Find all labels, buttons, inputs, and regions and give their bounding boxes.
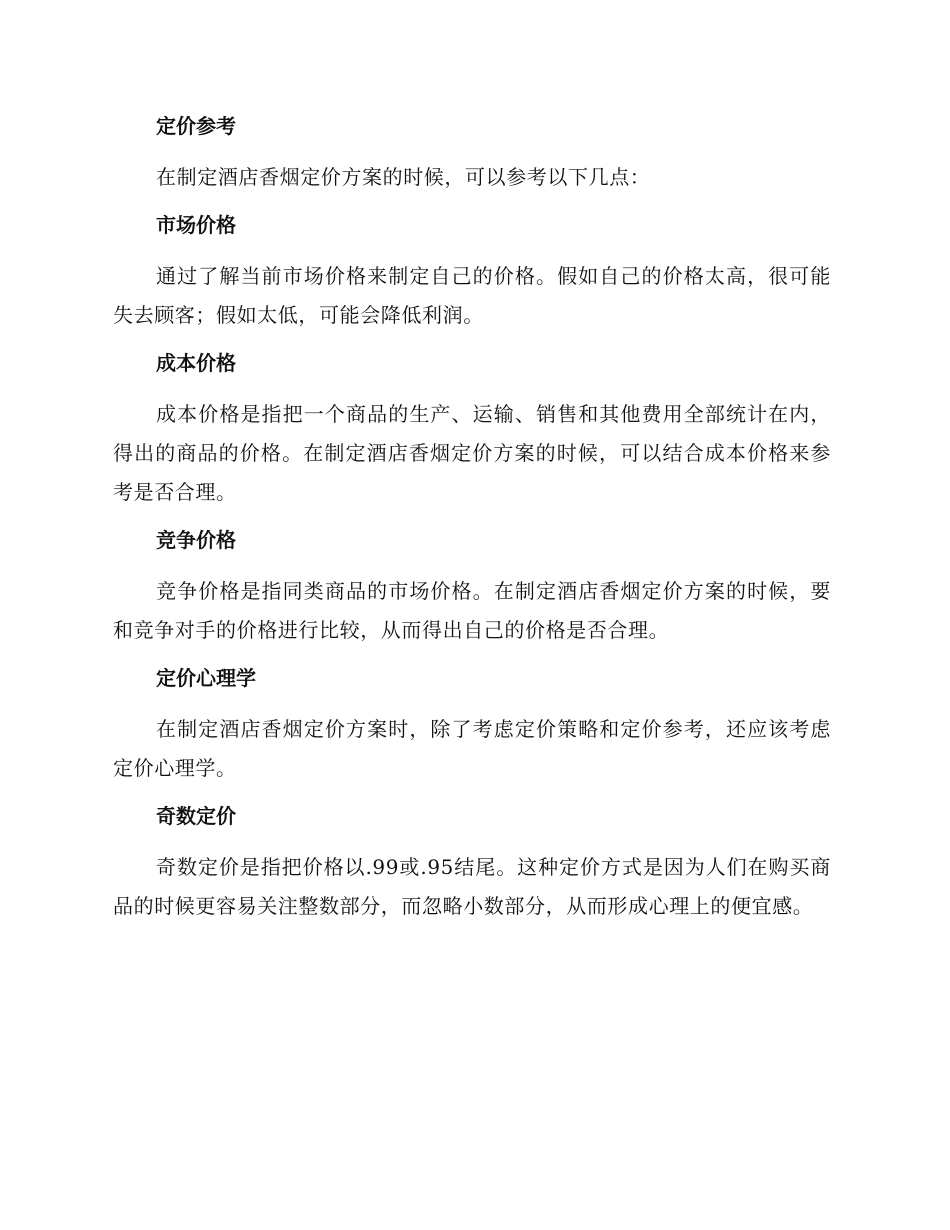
section-heading-competitive-price: 竞争价格 — [156, 528, 236, 552]
document-body — [113, 110, 831, 938]
section-paragraph-cost-price: 成本价格是指把一个商品的生产、运输、销售和其他费用全部统计在内，得出的商品的价格。在制定酒店香烟定价方案的时候，可以结合成本价格来参考是否合理。 — [113, 402, 831, 504]
section-paragraph-odd-pricing: 奇数定价是指把价格以.99或.95结尾。这种定价方式是因为人们在购买商品的时候更容易关注整数部分，而忽略小数部分，从而形成心理上的便宜感。 — [113, 855, 831, 918]
section-heading-pricing-reference: 定价参考 — [156, 114, 236, 138]
section-paragraph-pricing-psychology: 在制定酒店香烟定价方案时，除了考虑定价策略和定价参考，还应该考虑定价心理学。 — [113, 717, 831, 780]
section-heading-cost-price: 成本价格 — [156, 351, 236, 375]
section-heading-market-price: 市场价格 — [156, 213, 236, 237]
section-paragraph-market-price: 通过了解当前市场价格来制定自己的价格。假如自己的价格太高，很可能失去顾客；假如太低，可能会降低利润。 — [113, 264, 831, 327]
section-heading-odd-pricing: 奇数定价 — [156, 804, 236, 828]
section-paragraph-pricing-reference: 在制定酒店香烟定价方案的时候，可以参考以下几点： — [156, 165, 651, 189]
section-heading-pricing-psychology: 定价心理学 — [156, 666, 256, 690]
section-paragraph-competitive-price: 竞争价格是指同类商品的市场价格。在制定酒店香烟定价方案的时候，要和竞争对手的价格进行比较，从而得出自己的价格是否合理。 — [113, 579, 831, 642]
